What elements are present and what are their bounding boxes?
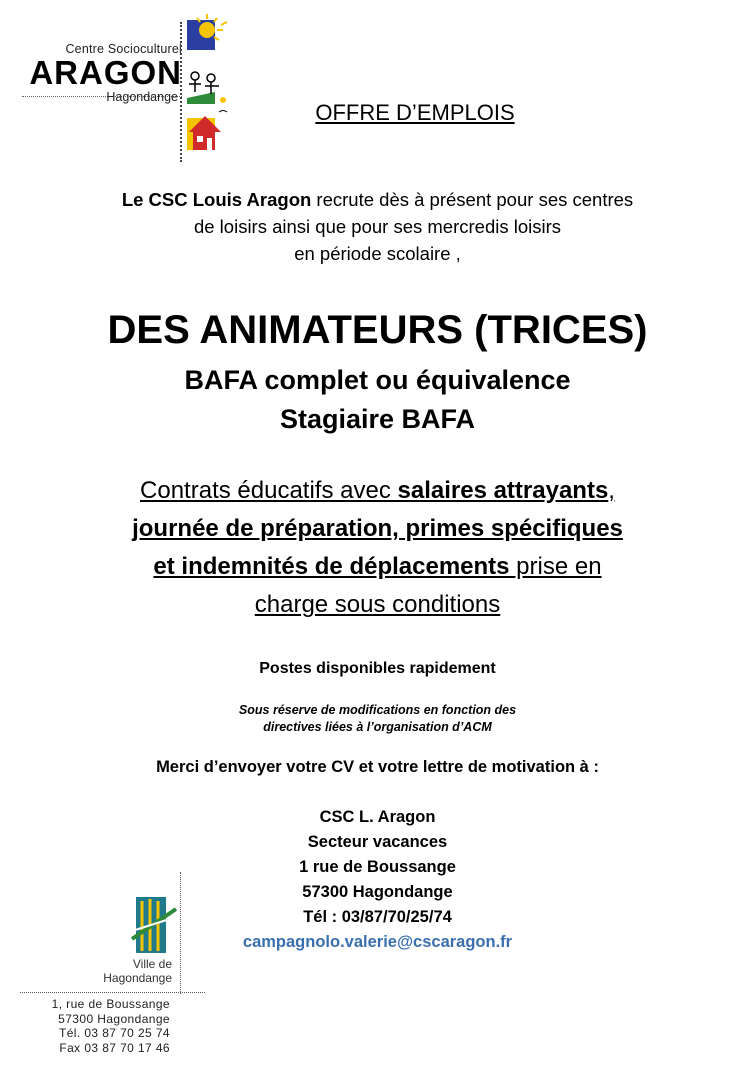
position-title: DES ANIMATEURS (TRICES) (107, 308, 648, 352)
sun-icon (187, 14, 227, 50)
contract-part-4: journée de préparation, primes spécifiques (132, 515, 623, 542)
contact-city: 57300 Hagondange (302, 883, 453, 901)
logo-line-2: ARAGON (29, 54, 182, 91)
contract-part-7: charge sous conditions (254, 591, 501, 618)
ville-vertical-divider (180, 872, 181, 994)
ville-fax: Fax 03 87 70 17 46 (59, 1040, 170, 1055)
contact-street: 1 rue de Boussange (299, 858, 456, 876)
contract-part-6: prise en (509, 553, 602, 580)
ville-name (60, 957, 172, 985)
intro-line-1 (0, 186, 755, 213)
availability-note: Postes disponibles rapidement (259, 660, 496, 677)
reserve-line-1: Sous réserve de modifications en fonction des (238, 703, 517, 717)
intro-line-1-rest: recrute dès à présent pour ses centres (311, 189, 634, 210)
logo-vertical-divider (180, 22, 182, 162)
ville-line-1: Ville de (132, 957, 172, 971)
intro-line-3: en période scolaire , (294, 243, 461, 264)
intro-line-2: de loisirs ainsi que pour ses mercredis loisirs (193, 216, 562, 237)
requirement-2: Stagiaire BAFA (279, 404, 476, 434)
contact-name: CSC L. Aragon (319, 808, 436, 826)
contact-sector: Secteur vacances (307, 833, 448, 851)
children-icon (187, 70, 226, 104)
intro-paragraph (0, 186, 755, 267)
ville-logo-icon (130, 895, 178, 955)
contact-phone: Tél : 03/87/70/25/74 (303, 908, 452, 926)
ville-addr-2: 57300 Hagondange (58, 1011, 170, 1026)
offer-heading (0, 100, 755, 126)
ville-address (20, 997, 170, 1055)
contract-part-5: et indemnités de déplacements (153, 553, 510, 580)
csc-logo-icons (183, 10, 235, 160)
reserve-line-2: directives liées à l’organisation d’ACM (263, 720, 492, 734)
call-to-action: Merci d’envoyer votre CV et votre lettre de motivation à : (156, 758, 599, 776)
logo-line-1: Centre Socioculturel (65, 42, 182, 56)
reserve-note (0, 702, 755, 736)
ville-addr-1: 1, rue de Boussange (51, 997, 170, 1011)
ville-line-2: Hagondange (103, 971, 172, 985)
contract-part-3: , (608, 477, 615, 504)
requirement-1: BAFA complet ou équivalence (184, 365, 571, 395)
contract-part-2: salaires attrayants (397, 477, 609, 504)
intro-org: Le CSC Louis Aragon (121, 189, 312, 210)
contract-part-1: Contrats éducatifs avec (140, 477, 398, 504)
contact-block (0, 805, 755, 955)
offer-title: OFFRE D’EMPLOIS (315, 100, 515, 125)
ville-tel: Tél. 03 87 70 25 74 (58, 1026, 170, 1040)
csc-logo-text (22, 42, 182, 104)
contact-email-link[interactable]: campagnolo.valerie@cscaragon.fr (242, 933, 513, 951)
logo-line-3: Hagondange (106, 90, 178, 104)
ville-divider (20, 992, 205, 993)
contract-details (70, 472, 685, 624)
